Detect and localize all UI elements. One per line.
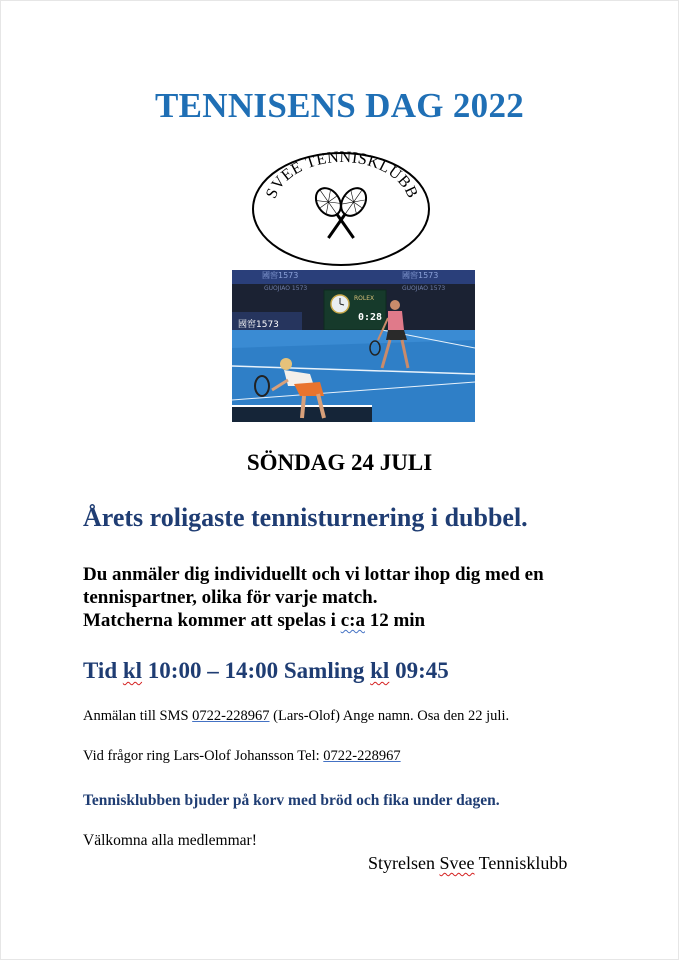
time-info bbox=[83, 658, 449, 684]
signup-info bbox=[83, 708, 509, 725]
banner-subtext-left: GUOJIAO 1573 bbox=[264, 285, 308, 292]
event-date: SÖNDAG 24 JULI bbox=[246, 450, 433, 475]
signup-phone-link[interactable]: 0722-228967 bbox=[192, 708, 270, 724]
description-line-1: Du anmäler dig individuellt och vi lottar ihop dig med en bbox=[83, 564, 544, 585]
clock-brand: ROLEX bbox=[354, 295, 375, 302]
tennis-doubles-photo bbox=[232, 270, 475, 422]
tagline: Årets roligaste tennisturnering i dubbel. bbox=[83, 503, 528, 532]
questions-info bbox=[83, 748, 401, 765]
signup-prefix: Anmälan till SMS bbox=[83, 708, 193, 724]
ca-word: c:a bbox=[340, 610, 365, 631]
sideboard-text: 國窖1573 bbox=[238, 320, 279, 330]
signature-prefix: Styrelsen bbox=[368, 853, 440, 873]
description-line-3-start: Matcherna kommer att spelas i bbox=[83, 610, 341, 631]
questions-prefix: Vid frågor ring Lars-Olof Johansson Tel: bbox=[83, 748, 324, 764]
club-logo bbox=[250, 150, 432, 268]
description-line-3 bbox=[83, 609, 643, 632]
kl-word-2: kl bbox=[370, 658, 390, 683]
time-middle: 10:00 – 14:00 Samling bbox=[142, 658, 371, 683]
time-prefix: Tid bbox=[83, 658, 123, 683]
time-suffix: 09:45 bbox=[389, 658, 449, 683]
kl-word-1: kl bbox=[122, 658, 143, 683]
description-line-3-end: 12 min bbox=[364, 610, 426, 631]
description bbox=[83, 563, 643, 632]
banner-text-top-right: 國窖1573 bbox=[402, 271, 439, 280]
clock-time: 0:28 bbox=[358, 312, 383, 323]
banner-text-top-left: 國窖1573 bbox=[262, 271, 299, 280]
signature-suffix: Tennisklubb bbox=[474, 853, 568, 873]
questions-phone-link[interactable]: 0722-228967 bbox=[323, 748, 401, 764]
offer-text: Tennisklubben bjuder på korv med bröd och fika under dagen. bbox=[83, 792, 500, 809]
signup-suffix: (Lars-Olof) Ange namn. Osa den 22 juli. bbox=[269, 708, 510, 724]
poster-title: TENNISENS DAG 2022 bbox=[154, 86, 525, 125]
banner-subtext-right: GUOJIAO 1573 bbox=[402, 285, 446, 292]
description-line-2: tennispartner, olika för varje match. bbox=[83, 587, 378, 608]
welcome-text: Välkomna alla medlemmar! bbox=[83, 832, 257, 849]
signature-club-word: Svee bbox=[439, 853, 475, 873]
logo-text: SVEE TENNISKLUBB bbox=[262, 150, 422, 201]
signature bbox=[368, 853, 567, 874]
